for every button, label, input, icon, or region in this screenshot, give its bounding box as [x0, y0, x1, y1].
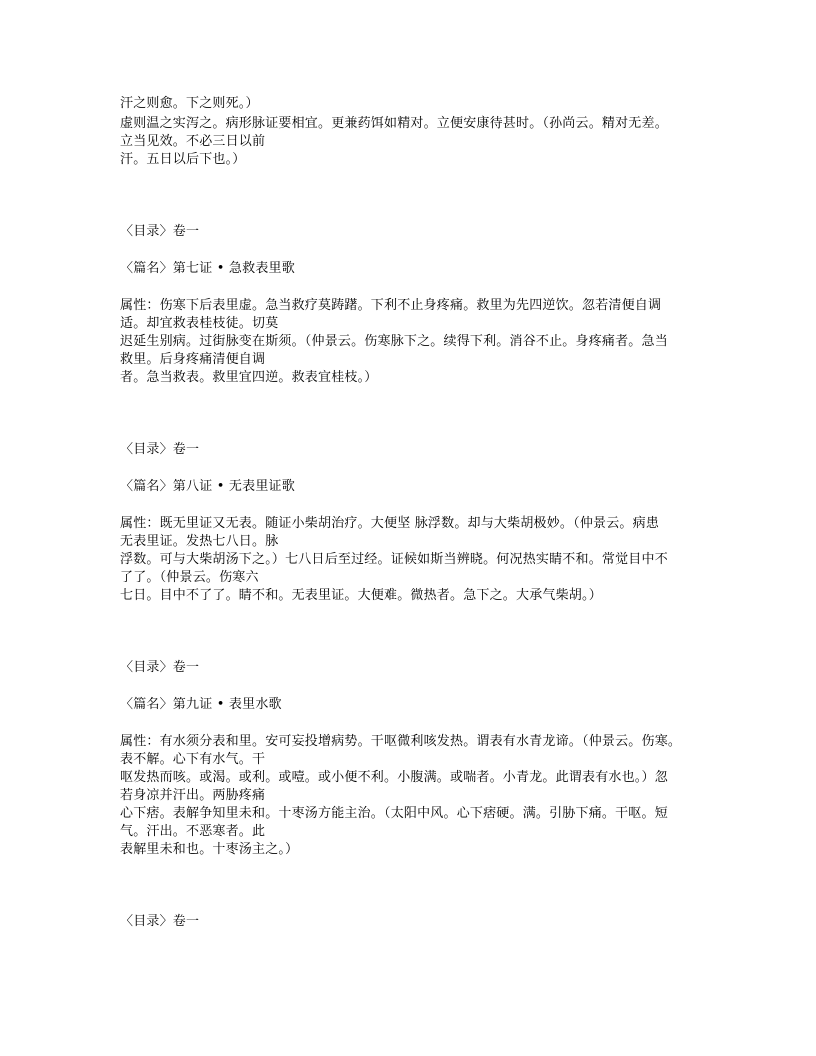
section-title: 〈篇名〉第七证 • 急救表里歌 [120, 261, 295, 276]
text-line: 表解里未和也。十枣汤主之。） [120, 842, 299, 857]
toc-label: 〈目录〉卷一 [120, 224, 200, 239]
toc-label: 〈目录〉卷一 [120, 660, 200, 675]
text-line: 浮数。可与大柴胡汤下之。）七八日后至过经。证候如斯当辨晓。何况热实睛不和。常觉目中不 [120, 552, 668, 567]
section-title: 〈篇名〉第八证 • 无表里证歌 [120, 479, 295, 494]
toc-label: 〈目录〉卷一 [120, 914, 200, 929]
toc-label: 〈目录〉卷一 [120, 442, 200, 457]
text-line: 迟延生别病。过街脉变在斯须。（仲景云。伤寒脉下之。续得下利。消谷不止。身疼痛者。急当 [120, 334, 668, 349]
text-line: 表不解。心下有水气。干 [120, 752, 266, 767]
text-line: 汗。五日以后下也。） [120, 152, 246, 167]
text-line: 救里。后身疼痛清便自调 [120, 352, 266, 367]
text-line: 适。却宜救表桂枝徒。切莫 [120, 316, 279, 331]
text-line: 七日。目中不了了。睛不和。无表里证。大便难。微热者。急下之。大承气柴胡。） [120, 588, 602, 603]
text-line: 心下痞。表解争知里未和。十枣汤方能主治。（太阳中风。心下痞硬。满。引胁下痛。干呕。短 [120, 806, 668, 821]
text-line: 者。急当救表。救里宜四逆。救表宜桂枝。） [120, 370, 378, 385]
text-line: 气。汗出。不恶寒者。此 [120, 824, 266, 839]
text-line: 汗之则愈。下之则死。） [120, 96, 259, 111]
text-line: 立当见效。不必三日以前 [120, 134, 266, 149]
text-line: 呕发热而咳。或渴。或利。或噎。或小便不利。小腹满。或喘者。小青龙。此谓表有水也。）忽 [120, 770, 668, 785]
text-line: 属性：伤寒下后表里虚。急当救疗莫踌躇。下利不止身疼痛。救里为先四逆饮。忽若清便自调 [120, 298, 662, 313]
section-title: 〈篇名〉第九证 • 表里水歌 [120, 697, 282, 712]
text-line: 虚则温之实泻之。病形脉证要相宜。更兼药饵如精对。立便安康待甚时。（孙尚云。精对无差。 [120, 116, 668, 131]
text-line: 了了。（仲景云。伤寒六 [120, 570, 259, 585]
text-line: 无表里证。发热七八日。脉 [120, 534, 279, 549]
text-line: 属性：有水须分表和里。安可妄投增病势。干呕微利咳发热。谓表有水青龙谛。（仲景云。伤寒。 [120, 734, 682, 749]
text-line: 若身凉并汗出。两胁疼痛 [120, 788, 266, 803]
text-line: 属性：既无里证又无表。随证小柴胡治疗。大便坚 脉浮数。却与大柴胡极妙。（仲景云。病患 [120, 516, 660, 531]
